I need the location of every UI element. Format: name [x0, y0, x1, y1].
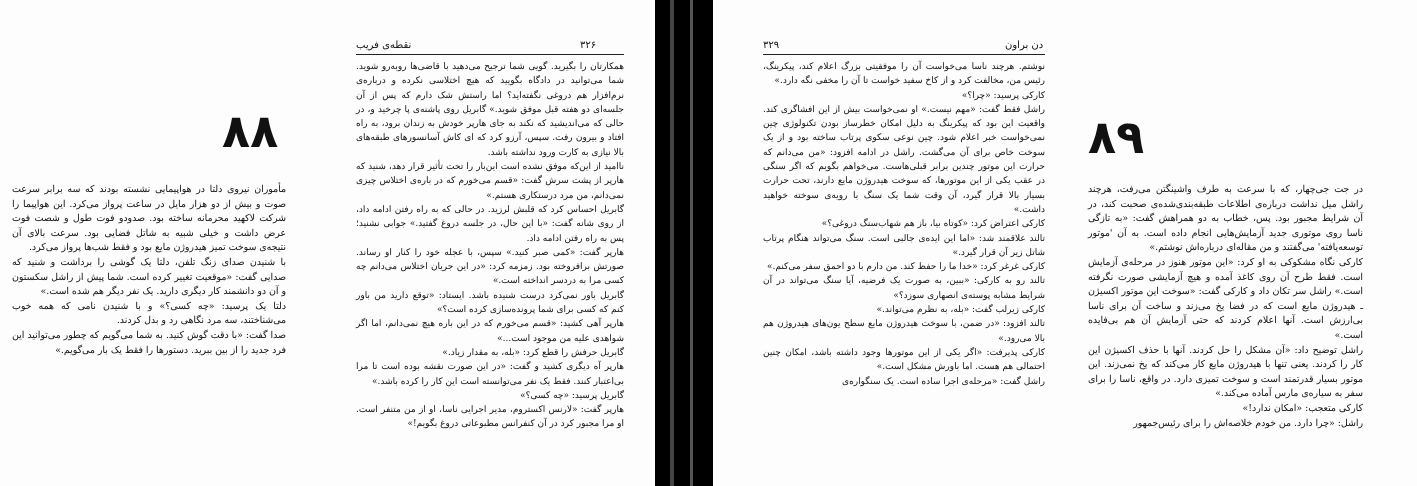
paragraph: راشل توضیح داد: «آن مشکل را حل کردند. آنها با حذف اکسیژن این کار را کردند. یعنی تنها با هیدروژن مایع کار می‌کند که یخ نمی‌زند. این موتور بسیار قدرتمند است و سوخت تمیزی دارد. در واقع، ناسا را برای سفر به سیاره‌ی مارس آماده می‌کند.» [1088, 344, 1363, 400]
gutter-strip [690, 0, 693, 486]
header-rule [763, 54, 1045, 55]
center-gutter [655, 0, 713, 486]
paragraph: با شنیدن صدای زنگ تلفن، دلتا یک گوشی را برداشت و شنید که صدایی گفت: «موقعیت تغییر کرده است. شما پیش از راشل سکستون و آن دو دانشمند کار دیگری دارید. یک نفر دیگر هم شده است.» [12, 256, 286, 298]
header-rule [356, 54, 624, 55]
paragraph: نوشتم. هرچند ناسا می‌خواست آن را موفقیتی بزرگ اعلام کند، پیکرینگ، رئیس من، مخالفت کرد و از کاخ سفید خواست تا آن را مخفی نگه دارد.» [763, 62, 1045, 87]
page-326-text [356, 60, 624, 432]
paragraph: گابریل حرفش را قطع کرد: «بله، به مقدار زیاد.» [442, 347, 624, 358]
running-title: دن براون [1005, 40, 1044, 51]
paragraph: در جت جی‌چهار، که با سرعت به طرف واشینگتن می‌رفت، هرچند راشل میل نداشت درباره‌ی اطلاعات طبقه‌بندی‌شده‌ی صحبت کند، در آن شرایط مجبور بود. پس، خطاب به دو همراهش گفت: «به تازگی ناسا روی موتوری جدید آزمایش‌هایی انجام داده است. به آن 'موتور توسعه‌یافته' می‌گفتند و من مقاله‌ای درباره‌اش نوشتم.» [1088, 184, 1363, 254]
paragraph: همکارتان را بگیرید. گویی شما ترجیح می‌دهید با قاضی‌ها روبه‌رو شوید. شما می‌توانید در دادگاه بگویید که هیچ اختلاسی نکرده و درباره‌ی نرم‌افزار هم دروغی نگفته‌اید؟ اما راستش شک دارم که پس از آن جلسه‌ای دو هفته قبل موفق شوید.» گابریل روی پاشنه‌ی پا چرخید و، در حالی که می‌اندیشید که نکند به جای هارپر خودش به زندان برود، به راه افتاد و بیرون رفت. سپس، آرزو کرد که ای کاش آسانسورهای طبقه‌های بالا نیازی به کارت ورود نداشته باشد. [356, 62, 624, 158]
paragraph: صدا گفت: «با دقت گوش کنید. به شما می‌گویم که چطور می‌توانید این فرد جدید را از بین ببرید. دستورها را فقط یک بار می‌گویم.» [12, 329, 286, 356]
gutter-strip [670, 0, 674, 486]
page-number: ۳۲۶ [580, 40, 597, 51]
chapter-number-89: ۸۹ [1088, 110, 1145, 164]
chapter-89-text [1088, 183, 1363, 431]
paragraph: ناامید از این‌که موفق نشده است این‌بار را تحت تأثیر قرار دهد، شنید که هارپر از پشت سرش گفت: «قسم می‌خورم که در باره‌ی اختلاس چیزی نمی‌دانم، من مرد درستکاری هستم.» [356, 162, 624, 201]
paragraph: کارکی اعتراض کرد: «کوتاه بیا، باز هم شهاب‌سنگ دروغی؟» [821, 219, 1045, 230]
paragraph: راشل فقط گفت: «مهم نیست.» او نمی‌خواست بیش از این افشاگری کند. واقعیت این بود که پیکرینگ به دلیل امکان خطرساز بودن تکنولوژی چین نمی‌خواست خبر اعلام شود. چین نوعی سکوی پرتاب ساخته بود و از یک سوخت خاص برای آن می‌گشت. راشل در ادامه افزود: «من می‌دانم که حرارت این موتور چندین برابر قبلی‌هاست. می‌خواهم بگویم که اگر سنگی در عقب یکی از این موتورها، که سوخت هیدروژن مایع دارند، تحت حرارت بسیار بالا قرار گیرد، آن وقت شما یک سنگ با رویه‌ی سوخته خواهید داشت.» [763, 104, 1045, 215]
page-number: ۳۲۹ [763, 40, 780, 51]
paragraph: گابریل پرسید: «چه کسی؟» [520, 390, 624, 401]
paragraph: تالند رو به کارکی: «ببین، به صورت یک فرضیه، آیا سنگ می‌تواند در آن شرایط مشابه پوسته‌ی انصهاری سوزد؟» [763, 276, 1045, 301]
paragraph: کارکی پذیرفت: «اگر یکی از این موتورها وجود داشته باشد، امکان چنین احتمالی هم هست. اما باورش مشکل است.» [763, 347, 1045, 373]
paragraph: کارکی متعجب: «امکان ندارد!» [1242, 402, 1363, 414]
paragraph: کارکی زیرلب گفت: «بله، به نظرم می‌تواند.» [876, 305, 1045, 316]
paragraph: تالند افزود: «در ضمن، با سوخت هیدروژن مایع سطح یون‌های هیدروژن هم بالا می‌رود.» [763, 319, 1045, 344]
page-326 [300, 0, 655, 486]
paragraph: تالند علاقمند شد: «اما این ایده‌ی جالبی است. سنگ می‌تواند هنگام پرتاب شاتل زیر آن قرار گیرد.» [763, 233, 1045, 258]
paragraph: کارکی پرسید: «چرا؟» [961, 90, 1045, 101]
paragraph: راشل گفت: «مرحله‌ی اجرا ساده است. یک سنگواره‌ی [842, 376, 1045, 387]
running-title: نقطه‌ی فریب [356, 40, 412, 51]
chapter-89-page [1078, 0, 1417, 486]
chapter-88-text [12, 183, 286, 358]
paragraph: هارپر آهی کشید: «قسم می‌خورم که در این باره هیچ نمی‌دانم، اما اگر شواهدی علیه من موجود است...» [356, 319, 624, 344]
page-329 [713, 0, 1078, 486]
chapter-88-page [0, 0, 300, 486]
paragraph: هارپر گفت: «کمی صبر کنید.» سپس، با عجله خود را کنار او رساند. صورتش برافروخته بود. زمزمه کرد: «در این جریان اختلاس می‌دانم چه کسی مرا به دردسر انداخته است.» [356, 247, 624, 287]
paragraph: دلتا یک پرسید: «چه کسی؟» و با شنیدن نامی که همه خوب می‌شناختند، سه مرد نگاهی رد و بدل کردند. [12, 300, 286, 327]
chapter-number-88: ۸۸ [222, 104, 279, 158]
page-329-text [763, 60, 1045, 389]
paragraph: هارپر گفت: «لارنس اکستروم، مدیر اجرایی ناسا، او از من متنفر است. او مرا مجبور کرد در آن کنفرانس مطبوعاتی دروغ بگویم!» [356, 405, 624, 430]
paragraph: گابریل باور نمی‌کرد درست شنیده باشد. ایستاد: «توقع دارید من باور کنم که کسی برای شما پرونده‌سازی کرده است؟» [356, 290, 624, 316]
paragraph: مأموران نیروی دلتا در هواپیمایی نشسته بودند که سه برابر سرعت صوت و بیش از دو هزار مایل در ساعت پرواز می‌کرد. این هواپیما را شرکت لاکهید محرمانه ساخته بود. صدودو فوت طول و شصت فوت عرض داشت و خیلی شبیه به شاتل فضایی بود. سرعت بالای آن نتیجه‌ی سوخت تمیز هیدروژن مایع بود و فقط شب‌ها پرواز می‌کرد. [12, 184, 286, 254]
paragraph: راشل: «چرا دارد. من خودم خلاصه‌اش را برای رئیس‌جمهور [1133, 417, 1363, 429]
paragraph: گابریل احساس کرد که قلبش لرزید. در حالی که به راه رفتن ادامه داد، از روی شانه گفت: «با این حال، در جلسه دروغ گفتید.» جوابی نشنید؛ پس به راه رفتن ادامه داد. [356, 204, 624, 244]
paragraph: کارکی غرغر کرد: «خدا ما را حفظ کند. من دارم با دو احمق سفر می‌کنم.» [766, 262, 1045, 273]
paragraph: هارپر آه دیگری کشید و گفت: «در این صورت نقشه بوده است تا مرا بی‌اعتبار کنند. فقط یک نفر می‌توانسته است این کار را کرده باشد.» [356, 362, 624, 387]
paragraph: کارکی نگاه مشکوکی به او کرد: «این موتور هنوز در مرحله‌ی آزمایش است. فقط طرح آن روی کاغذ آمده و هیچ آزمایشی صورت نگرفته است.» راشل سر تکان داد و کارکی گفت: «سوخت این موتور اکسیژن ـ هیدروژن مایع است که در فضا یخ می‌زند و ساخت آن برای ناسا بی‌ارزش است. آنها اعلام کردند که حتی آزمایش آن هم بی‌فایده است.» [1088, 256, 1363, 341]
